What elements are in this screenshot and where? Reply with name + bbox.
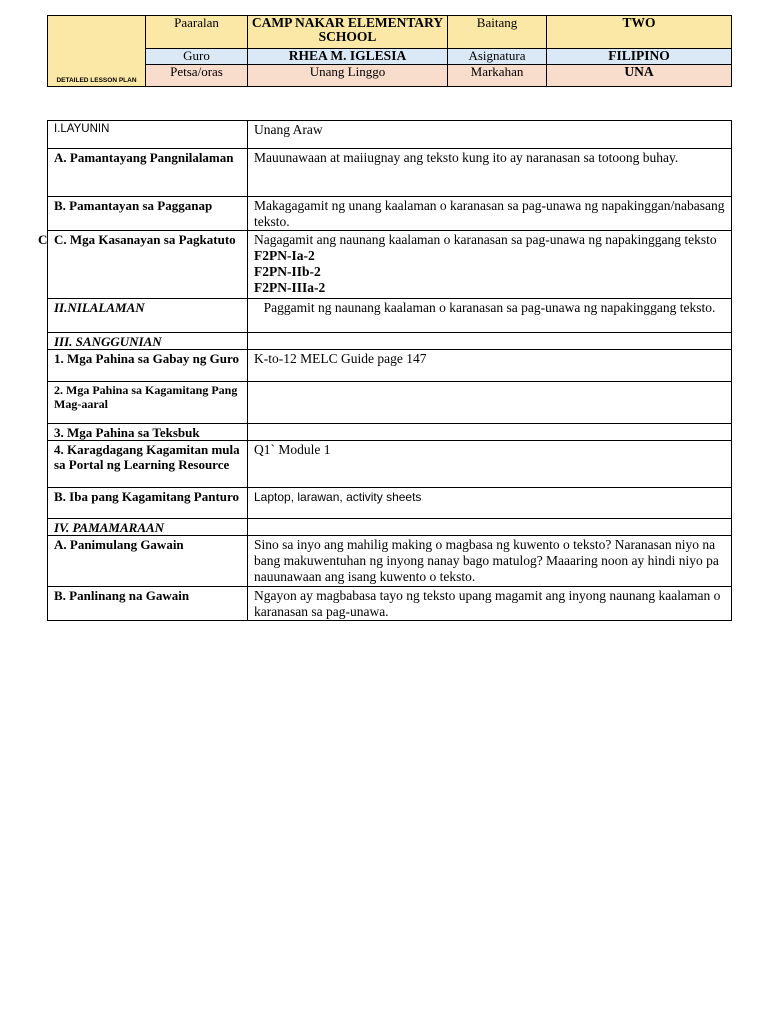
table-row (48, 587, 732, 621)
row-value: Mauunawaan at maiiugnay ang teksto kung ito ay naranasan sa totoong buhay. (248, 149, 732, 197)
row-label: I.LAYUNIN (48, 121, 248, 149)
table-row (48, 488, 732, 519)
lesson-header-table (47, 15, 732, 87)
subject-label: Asignatura (448, 49, 547, 64)
teacher-value: RHEA M. IGLESIA (248, 49, 448, 64)
competency-code: F2PN-Ia-2 (254, 248, 315, 263)
quarter-label: Markahan (448, 64, 547, 86)
row-value: Sino sa inyo ang mahilig making o magbasa ng kuwento o teksto? Naranasan niyo na bang makuwentuhan ng inyong nanay bago matulog? Maaaring noon ay hindi niyo pa nauunawaan ang isang kuwento o teksto. (248, 536, 732, 587)
competency-code: F2PN-IIIa-2 (254, 280, 326, 295)
table-row (48, 333, 732, 350)
table-row (48, 382, 732, 424)
row-value (248, 382, 732, 424)
grade-label: Baitang (448, 16, 547, 49)
row-label: IV. PAMAMARAAN (48, 519, 248, 536)
row-label: III. SANGGUNIAN (48, 333, 248, 350)
row-label (38, 231, 248, 299)
subject-value: FILIPINO (547, 49, 732, 64)
table-row (48, 424, 732, 441)
table-row (48, 441, 732, 488)
row-value (248, 519, 732, 536)
row-marker: C (38, 232, 48, 247)
table-row (48, 149, 732, 197)
row-value (248, 424, 732, 441)
row-value: Makagagamit ng unang kaalaman o karanasan sa pag-unawa ng napakinggan/nabasang teksto. (248, 197, 732, 231)
row-value: Q1` Module 1 (248, 441, 732, 488)
date-value: Unang Linggo (248, 64, 448, 86)
date-label: Petsa/oras (146, 64, 248, 86)
row-value: Laptop, larawan, activity sheets (248, 488, 732, 519)
row-label: II.NILALAMAN (48, 299, 248, 333)
row-label: B. Iba pang Kagamitang Panturo (48, 488, 248, 519)
school-label: Paaralan (146, 16, 248, 49)
lesson-plan-table (38, 120, 732, 621)
row-label: B. Panlinang na Gawain (48, 587, 248, 621)
table-row (48, 536, 732, 587)
table-row (48, 299, 732, 333)
row-label: A. Panimulang Gawain (48, 536, 248, 587)
competency-code: F2PN-IIb-2 (254, 264, 321, 279)
row-label: B. Pamantayan sa Pagganap (48, 197, 248, 231)
table-row (48, 519, 732, 536)
row-value: Paggamit ng naunang kaalaman o karanasan sa pag-unawa ng napakinggang teksto. (248, 299, 732, 333)
table-row (48, 197, 732, 231)
doc-type-label: DETAILED LESSON PLAN (48, 16, 146, 87)
row-value-text: Nagagamit ang naunang kaalaman o karanasan sa pag-unawa ng napakinggang teksto (254, 232, 717, 247)
row-label: 1. Mga Pahina sa Gabay ng Guro (48, 350, 248, 382)
school-value: CAMP NAKAR ELEMENTARY SCHOOL (248, 16, 448, 49)
quarter-value: UNA (547, 64, 732, 86)
row-label-text: C. Mga Kasanayan sa Pagkatuto (54, 232, 236, 247)
row-label: 3. Mga Pahina sa Teksbuk (48, 424, 248, 441)
row-value (248, 333, 732, 350)
table-row (48, 231, 732, 299)
row-value (248, 231, 732, 299)
table-row (48, 350, 732, 382)
row-value: Unang Araw (248, 121, 732, 149)
row-value: K-to-12 MELC Guide page 147 (248, 350, 732, 382)
grade-value: TWO (547, 16, 732, 49)
table-row (48, 121, 732, 149)
row-label: 2. Mga Pahina sa Kagamitang Pang Mag-aaral (48, 382, 248, 424)
row-label: A. Pamantayang Pangnilalaman (48, 149, 248, 197)
row-label: 4. Karagdagang Kagamitan mula sa Portal ng Learning Resource (48, 441, 248, 488)
row-value: Ngayon ay magbabasa tayo ng teksto upang magamit ang inyong naunang kaalaman o karanasan sa pag-unawa. (248, 587, 732, 621)
teacher-label: Guro (146, 49, 248, 64)
